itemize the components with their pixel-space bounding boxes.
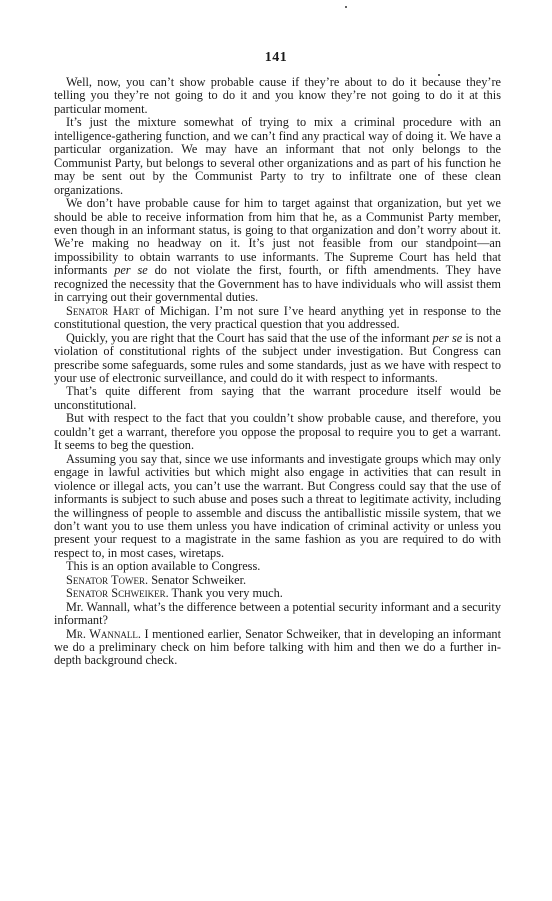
paragraph: Assuming you say that, since we use informants and investigate groups which may only engage in lawful activities but which might also engage in activities that can result in violence or illegal acts, you can’t use the warrant. But Congress could say that the use of informants is subject to such abuse and poses such a threat to legitimate activity, including the willingness of people to assemble and discuss the antiballistic missile system, that we don’t want you to use them unless you have indication of criminal activity or unless you present your request to a magistrate in the same fashion as you are required to do with respect to, in most cases, wiretaps. xyxy=(54,451,501,560)
paragraph: That’s quite different from saying that the warrant procedure itself would be unconstitutional. xyxy=(54,384,501,412)
paragraph: Senator Schweiker. Thank you very much. xyxy=(66,586,283,601)
paragraph: It’s just the mixture somewhat of trying to mix a criminal procedure with an intelligence-gathering function, and we can’t find any practical way of doing it. We have a particular organization. We may have an informant that not only belongs to the Communist Party, but belongs to several other organizations and as part of his function he may be sent out by the Communist Party to try to infiltrate one of these clean organizations. xyxy=(54,115,501,197)
speaker-name: Mr. Wannall xyxy=(66,626,138,641)
paragraph: This is an option available to Congress. xyxy=(66,559,261,574)
page-body xyxy=(54,76,501,668)
speaker-name: Senator Hart xyxy=(66,303,140,318)
paragraph: Senator Hart of Michigan. I’m not sure I’ve heard anything yet in response to the constitutional question, the very practical question that you addressed. xyxy=(54,303,501,332)
paragraph: Well, now, you can’t show probable cause if they’re about to do it because they’re telling you they’re not going to do it and you know they’re not going to do it at this particular moment. xyxy=(54,75,501,116)
paragraph: Mr. Wannall, what’s the difference between a potential security informant and a security informant? xyxy=(54,599,501,628)
speaker-name: Senator Tower xyxy=(66,572,146,587)
paragraph: But with respect to the fact that you couldn’t show probable cause, and therefore, you couldn’t get a warrant, therefore you oppose the proposal to require you to get a warrant. It seems to beg the question. xyxy=(54,411,501,453)
scan-speck xyxy=(345,6,347,8)
paragraph: We don’t have probable cause for him to target against that organization, but yet we should be able to receive information from him that he, as a Communist Party member, even though in an informant status, is going to that organization and don’t worry about it. We’re making no headway on it. It’s just not feasible from our standpoint—an impossibility to obtain warrants to use informants. The Supreme Court has held that informants per se do not violate the first, fourth, or fifth amendments. They have recognized the necessity that the Government has to have individuals who will assist them in carrying out their governmental duties. xyxy=(54,196,502,305)
speaker-name: Senator Schweiker xyxy=(66,586,166,601)
paragraph: Quickly, you are right that the Court has said that the use of the informant per se is not a violation of constitutional rights of the subject under investigation. But Congress can prescribe some safeguards, some rules and some standards, just as we have with respect to your use of electronic surveillance, and could do it with respect to informants. xyxy=(54,330,501,385)
page-number: 141 xyxy=(264,50,288,65)
paragraph: Mr. Wannall. I mentioned earlier, Senator Schweiker, that in developing an informant we do a preliminary check on him before talking with him and then we do a further in-depth background check. xyxy=(54,626,501,668)
paragraph: Senator Tower. Senator Schweiker. xyxy=(66,572,247,587)
